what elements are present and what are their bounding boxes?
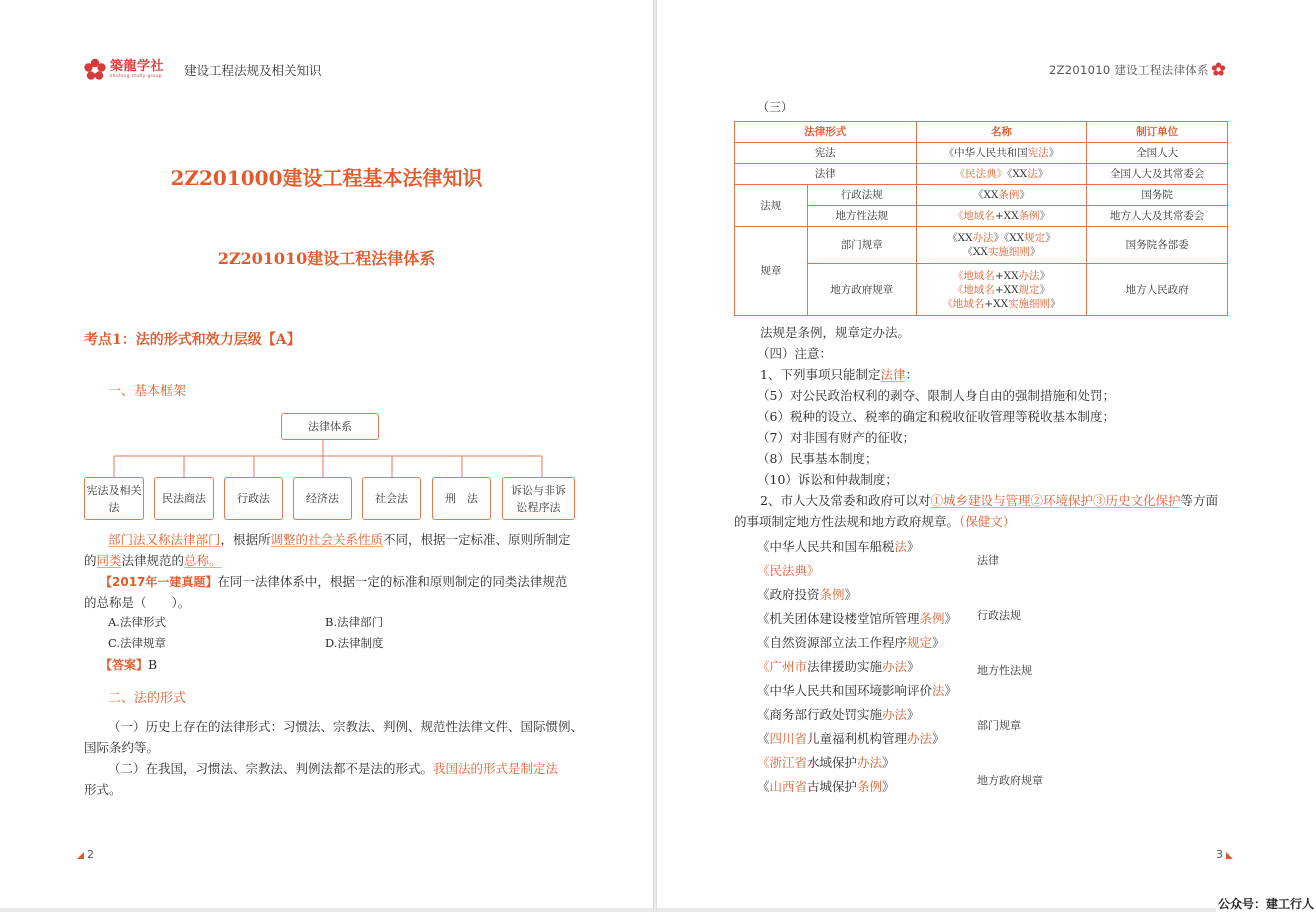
item-5: （5）对公民政治权利的剥夺、限制人身自由的强制措施和处罚；: [757, 388, 1115, 403]
text: 》: [932, 635, 945, 650]
text: 2、市人大及常委和政府可以对: [760, 493, 931, 508]
text: +XX: [994, 210, 1019, 222]
highlight-text: 办法: [882, 659, 908, 674]
table-row: [735, 143, 1228, 164]
item-7: （7）对非国有财产的征收；: [757, 430, 915, 445]
text: 《XX: [1007, 168, 1028, 180]
corner-triangle-icon: [77, 852, 84, 859]
example-law: [757, 657, 920, 677]
highlight-text: 广州市: [769, 659, 808, 674]
highlight-text: 法: [894, 539, 908, 554]
page-number-left: [77, 848, 94, 861]
cell-form: 行政法规: [807, 185, 916, 206]
section-title: 2Z201010建设工程法律体系: [217, 249, 436, 268]
highlight-text: 条例: [1018, 210, 1040, 222]
page-number: 3: [1216, 848, 1223, 861]
highlight-text: 法律: [880, 367, 906, 382]
chapter-title: 2Z201000建设工程基本法律知识: [170, 166, 483, 190]
highlight-text: 《地域名: [952, 283, 995, 296]
name-line: [917, 245, 1087, 259]
tree-node-administrative: 行政法: [224, 477, 283, 520]
subsection-four: （四）注意：: [757, 346, 833, 361]
text: 》: [1037, 168, 1049, 180]
cell-unit: 全国人大及其常委会: [1087, 164, 1228, 185]
example-law: [757, 729, 945, 749]
text: 法律规范的: [121, 553, 185, 568]
text: 《XX: [972, 189, 999, 201]
category-local-gov-rule: 地方政府规章: [977, 774, 1043, 787]
highlight-text: 《: [757, 563, 770, 578]
text: （二）在我国，习惯法、宗教法、判例法都不是法的形式。: [108, 761, 434, 776]
cell-name: [916, 185, 1087, 206]
text: 》: [1039, 210, 1051, 222]
question-text-cont: 的总称是（ ）。: [84, 595, 191, 610]
highlight-text: 调整的社会关系性质: [270, 532, 384, 547]
text: 的: [84, 553, 97, 568]
highlight-text: 《地域名: [952, 210, 995, 222]
cell-group: 规章: [735, 227, 808, 316]
cell-unit: 国务院: [1087, 185, 1228, 206]
highlight-text: （保健文）: [959, 514, 1016, 529]
text: 》: [1048, 147, 1060, 159]
option-b: B.法律部门: [325, 615, 384, 629]
tree-node-constitution: 宪法及相关法: [84, 477, 144, 520]
text: 1、下列事项只能制定: [760, 367, 881, 382]
highlight-text: 《民法典》: [954, 168, 1008, 180]
text: 》: [1039, 269, 1051, 282]
highlight-text: 法: [932, 683, 945, 698]
page-header-right-title: 2Z201010 建设工程法律体系: [1049, 63, 1209, 77]
text: +XX: [994, 283, 1019, 296]
cell-name: [916, 164, 1087, 185]
highlight-text: 《地域名: [942, 297, 985, 310]
cell-name: [916, 264, 1087, 316]
header-name: 名称: [916, 122, 1087, 143]
highlight-text: 办法: [972, 232, 994, 244]
highlight-text: 法: [1027, 168, 1038, 180]
answer-tag: 【答案】: [100, 658, 149, 672]
text: 》: [1019, 189, 1030, 201]
example-law: [757, 609, 957, 629]
text: 《: [757, 755, 770, 770]
name-line: [917, 269, 1087, 283]
cell-unit: 地方人大及其常委会: [1087, 206, 1228, 227]
tree-node-economic: 经济法: [293, 477, 352, 520]
tree-node-social: 社会法: [362, 477, 421, 520]
item-8: （8）民事基本制度；: [757, 451, 878, 466]
highlight-text: 《地域名: [952, 269, 995, 282]
text: 》: [932, 731, 945, 746]
table-row: [735, 264, 1228, 316]
item-2-cont: [734, 511, 1015, 532]
paragraph-historical-forms: （一）历史上存在的法律形式：习惯法、宗教法、判例、规范性法律文件、国际惯例、: [108, 719, 584, 734]
text: 》: [1045, 232, 1056, 244]
text: 《中华人民共和国环境影响评价: [757, 683, 933, 698]
question-text: 在同一法律体系中，根据一定的标准和原则制定的同类法律规范: [217, 574, 568, 589]
example-law: [757, 585, 857, 605]
highlight-text: 民法典: [769, 563, 808, 578]
text: 《机关团体建设楼堂馆所管理: [757, 611, 920, 626]
example-law: [757, 537, 920, 557]
kaodian-heading: 考点1：法的形式和效力层级【A】: [84, 332, 301, 348]
text: 》: [907, 707, 920, 722]
mnemonic-note: 法规是条例，规章定办法。: [760, 325, 911, 340]
highlight-text: 山西省: [769, 779, 808, 794]
text: 》: [882, 779, 895, 794]
option-d: D.法律制度: [325, 636, 384, 650]
section-law-forms: 二、法的形式: [108, 691, 187, 706]
paragraph-china-forms-cont: 形式。: [84, 782, 122, 797]
page-number-right: [1216, 848, 1233, 861]
highlight-text: 宪法: [1027, 147, 1049, 159]
cell-unit: 国务院各部委: [1087, 227, 1228, 264]
category-law: 法律: [977, 554, 999, 567]
text: 》: [944, 611, 958, 626]
highlight-text: 规定: [907, 635, 933, 650]
corner-triangle-icon: [1226, 852, 1233, 859]
highlight-text: 同类: [96, 553, 122, 568]
text: 《: [757, 731, 770, 746]
paragraph-historical-forms-cont: 国际条约等。: [84, 740, 160, 755]
text: 《: [757, 779, 770, 794]
highlight-text: ①城乡建设与管理②环境保护③历史文化保护: [930, 493, 1181, 508]
text: 《中华人民共和国: [943, 147, 1028, 159]
text: 儿童福利机构管理: [807, 731, 908, 746]
logo: [110, 60, 164, 80]
text: 《商务部行政处罚实施: [757, 707, 883, 722]
page-header-left: [83, 58, 322, 82]
item-6: （6）税种的设立、税率的确定和税收征收管理等税收基本制度；: [757, 409, 1115, 424]
subsection-three: （三）: [757, 100, 794, 114]
highlight-text: 我国法的形式是制定法: [433, 761, 559, 776]
cell-name: [916, 143, 1087, 164]
text: +XX: [984, 297, 1009, 310]
option-a: A.法律形式: [108, 615, 166, 629]
highlight-text: 条例: [819, 587, 845, 602]
highlight-text: 总称。: [184, 553, 222, 568]
highlight-text: 》: [807, 563, 820, 578]
text: 《XX: [962, 246, 988, 258]
category-admin-regulation: 行政法规: [977, 609, 1021, 622]
text: 《XX: [947, 232, 973, 244]
option-c: C.法律规章: [108, 636, 167, 650]
text: 《政府投资: [757, 587, 820, 602]
example-law: [757, 705, 920, 725]
paragraph-china-forms: [108, 758, 580, 779]
section-basic-framework: 一、基本框架: [108, 384, 187, 399]
logo-icon: [83, 58, 107, 82]
watermark: 公众号：建工行人: [1217, 897, 1314, 911]
highlight-text: 规定: [1024, 232, 1046, 244]
left-page: [0, 0, 653, 908]
text: 不同，根据一定标准、原则所制定: [383, 532, 571, 547]
text: 》: [1050, 297, 1061, 310]
highlight-text: 办法: [1018, 269, 1040, 282]
highlight-text: 实施细则: [987, 246, 1030, 258]
table-row: [735, 164, 1228, 185]
highlight-text: 条例: [919, 611, 945, 626]
text: ，根据所: [220, 532, 271, 547]
cell-form: 地方性法规: [807, 206, 916, 227]
text: 》: [907, 659, 920, 674]
tree-root: 法律体系: [281, 413, 379, 440]
tree-node-criminal: 刑 法: [432, 477, 491, 520]
cell-name: [916, 227, 1087, 264]
table-row: [735, 227, 1228, 264]
name-line: [917, 297, 1087, 311]
highlight-text: 办法: [907, 731, 933, 746]
text: +XX: [994, 269, 1019, 282]
item-2: [760, 490, 1230, 511]
highlight-text: 办法: [857, 755, 883, 770]
exam-question: [100, 571, 580, 593]
header-unit: 制订单位: [1087, 122, 1228, 143]
law-forms-table: [734, 121, 1228, 316]
cell-name: [916, 206, 1087, 227]
answer-value: B: [148, 657, 158, 672]
question-tag: 【2017年一建真题】: [100, 575, 218, 589]
text: 《自然资源部立法工作程序: [757, 635, 908, 650]
example-law: [757, 753, 895, 773]
table-row: [735, 206, 1228, 227]
text: 》: [844, 587, 858, 602]
answer: [100, 654, 157, 676]
text: 》: [944, 683, 958, 698]
table-row: [735, 185, 1228, 206]
tree-node-procedure: 诉讼与非诉讼程序法: [502, 477, 575, 520]
highlight-text: 实施细则: [1008, 297, 1051, 310]
example-law: [757, 777, 895, 797]
text: 法律援助实施: [807, 659, 883, 674]
text: 《: [757, 659, 770, 674]
page-number: 2: [87, 848, 94, 861]
highlight-text: 条例: [998, 189, 1020, 201]
name-line: [917, 283, 1087, 297]
text: 》: [1029, 246, 1041, 258]
text: 的事项制定地方性法规和地方政府规章。: [734, 514, 960, 529]
category-local-regulation: 地方性法规: [977, 664, 1032, 677]
text: 》: [907, 539, 920, 554]
highlight-text: 浙江省: [769, 755, 808, 770]
cell-unit: 地方人民政府: [1087, 264, 1228, 316]
text: 》《XX: [993, 232, 1025, 244]
text: 》: [1039, 283, 1051, 296]
example-law: [757, 681, 957, 701]
highlight-text: 规定: [1018, 283, 1040, 296]
highlight-text: 部门法又称法律部门: [108, 532, 221, 547]
example-law: [757, 633, 945, 653]
name-line: [917, 231, 1087, 245]
cell-unit: 全国人大: [1087, 143, 1228, 164]
cell-form: 地方政府规章: [807, 264, 916, 316]
logo-flower-icon: [1211, 62, 1226, 77]
header-form: 法律形式: [735, 122, 917, 143]
tree-node-civil-commercial: 民法商法: [154, 477, 214, 520]
example-law: [757, 561, 820, 581]
table-header-row: [735, 122, 1228, 143]
text: 《中华人民共和国车船税: [757, 539, 895, 554]
item-10: （10）诉讼和仲裁制度；: [757, 472, 898, 487]
cell-form: 法律: [735, 164, 917, 185]
logo-name: 築龍学社: [110, 59, 165, 75]
text: 》: [882, 755, 895, 770]
logo-subtitle: zhulong study group: [110, 74, 162, 80]
highlight-text: 办法: [882, 707, 908, 722]
text: ：: [905, 367, 918, 382]
highlight-text: 四川省: [769, 731, 808, 746]
cell-group: 法规: [735, 185, 808, 227]
book-title: 建设工程法规及相关知识: [184, 63, 322, 78]
text: 等方面: [1180, 493, 1218, 508]
text: 古城保护: [807, 779, 858, 794]
category-department-rule: 部门规章: [977, 719, 1021, 732]
text: 水域保护: [807, 755, 858, 770]
paragraph-department-law: [84, 529, 580, 571]
cell-form: 部门规章: [807, 227, 916, 264]
item-1: [760, 364, 918, 385]
cell-form: 宪法: [735, 143, 917, 164]
highlight-text: 条例: [857, 779, 883, 794]
